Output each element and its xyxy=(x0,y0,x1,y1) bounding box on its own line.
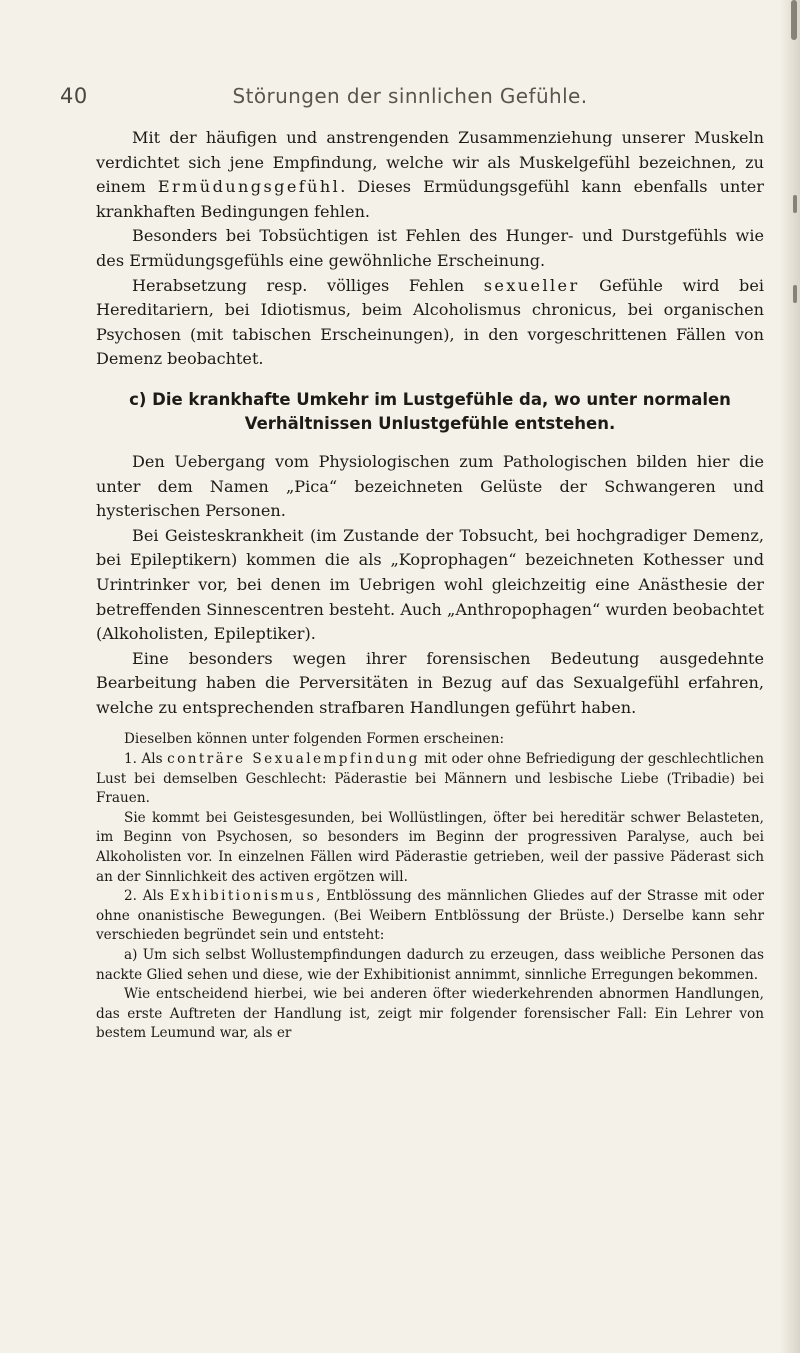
edge-ink-mark xyxy=(793,285,797,303)
running-title: Störungen der sinnlichen Gefühle. xyxy=(232,84,588,108)
page-edge-shadow xyxy=(780,0,800,1353)
small-paragraph: a) Um sich selbst Wollustempfindungen dadurch zu erzeugen, dass weibliche Personen das nackte Glied sehen und diese, wie der Exhibitionist annimmt, sinnliche Erregungen bekommen. xyxy=(96,947,764,983)
paragraph: Herabsetzung resp. völliges Fehlen sexueller Gefühle wird bei Hereditariern, bei Idiotismus, beim Alcoholismus chronicus, bei organischen Psychosen (mit tabischen Erscheinungen), in den vorgeschrittenen Fällen von Demenz beobachtet. xyxy=(96,275,764,369)
section-heading-line: c) Die krankhafte Umkehr im Lustgefühle da, wo unter normalen xyxy=(129,389,731,409)
small-paragraph: Wie entscheidend hierbei, wie bei anderen öfter wiederkehrenden abnormen Handlungen, das erste Auftreten der Handlung ist, zeigt mir folgender forensischer Fall: Ein Lehrer von bestem Leumund war, als er xyxy=(96,986,764,1042)
section-heading-line: Verhältnissen Unlustgefühle entstehen. xyxy=(244,413,616,433)
body-text xyxy=(96,126,764,1044)
paragraph: Eine besonders wegen ihrer forensischen Bedeutung ausgedehnte Bearbeitung haben die Perversitäten in Bezug auf das Sexualgefühl erfahren, welche zu entsprechenden strafbaren Handlungen geführt haben. xyxy=(96,648,764,717)
edge-ink-mark xyxy=(791,0,797,40)
section-heading xyxy=(96,388,764,436)
edge-ink-mark xyxy=(793,195,797,213)
small-print-block xyxy=(96,730,764,1044)
emphasis-spaced: sexueller xyxy=(483,275,580,295)
emphasis-spaced: Exhibitionismus xyxy=(169,888,317,905)
emphasis-spaced: Ermüdungsgefühl xyxy=(157,177,341,197)
emphasis-spaced: conträre Sexualempfindung xyxy=(167,751,420,768)
paragraph: Den Uebergang vom Physiologischen zum Pathologischen bilden hier die unter dem Namen „Pica“ bezeichneten Gelüste der Schwangeren und hysterischen Personen. xyxy=(96,451,764,521)
small-paragraph: Dieselben können unter folgenden Formen erscheinen: xyxy=(124,731,505,748)
small-paragraph: 1. Als conträre Sexualempfindung mit oder ohne Befriedigung der geschlechtlichen Lust bei demselben Geschlecht: Päderastie bei Männern und lesbische Liebe (Tribadie) bei Frauen. xyxy=(96,751,764,807)
page-header xyxy=(60,80,760,114)
paragraph: Bei Geisteskrankheit (im Zustande der Tobsucht, bei hochgradiger Demenz, bei Epileptikern) kommen die als „Koprophagen“ bezeichneten Kothesser und Urintrinker vor, bei denen im Uebrigen wohl gleichzeitig eine Anästhesie der betreffenden Sinnescentren besteht. Auch „Anthropophagen“ wurden beobachtet (Alkoholisten, Epileptiker). xyxy=(96,525,764,644)
paragraph: Besonders bei Tobsüchtigen ist Fehlen des Hunger- und Durstgefühls wie des Ermüdungsgefühls eine gewöhnliche Erscheinung. xyxy=(96,226,764,270)
small-paragraph: Sie kommt bei Geistesgesunden, bei Wollüstlingen, öfter bei hereditär schwer Belasteten, im Beginn von Psychosen, so besonders im Beginn der progressiven Paralyse, auch bei Alkoholisten vor. In einzelnen Fällen wird Päderastie getrieben, weil der passive Päderast sich an der Sinnlichkeit des activen ergötzen will. xyxy=(96,809,764,885)
small-paragraph: 2. Als Exhibitionismus, Entblössung des männlichen Gliedes auf der Strasse mit oder ohne onanistische Bewegungen. (Bei Weibern Entblössung der Brüste.) Derselbe kann sehr verschieden begründet sein und entsteht: xyxy=(96,888,764,944)
page-number: 40 xyxy=(60,84,88,108)
paragraph: Mit der häufigen und anstrengenden Zusammenziehung unserer Muskeln verdichtet sich jene Empfindung, welche wir als Muskelgefühl bezeichnen, zu einem Ermüdungsgefühl. Dieses Ermüdungsgefühl kann ebenfalls unter krankhaften Bedingungen fehlen. xyxy=(96,128,764,221)
